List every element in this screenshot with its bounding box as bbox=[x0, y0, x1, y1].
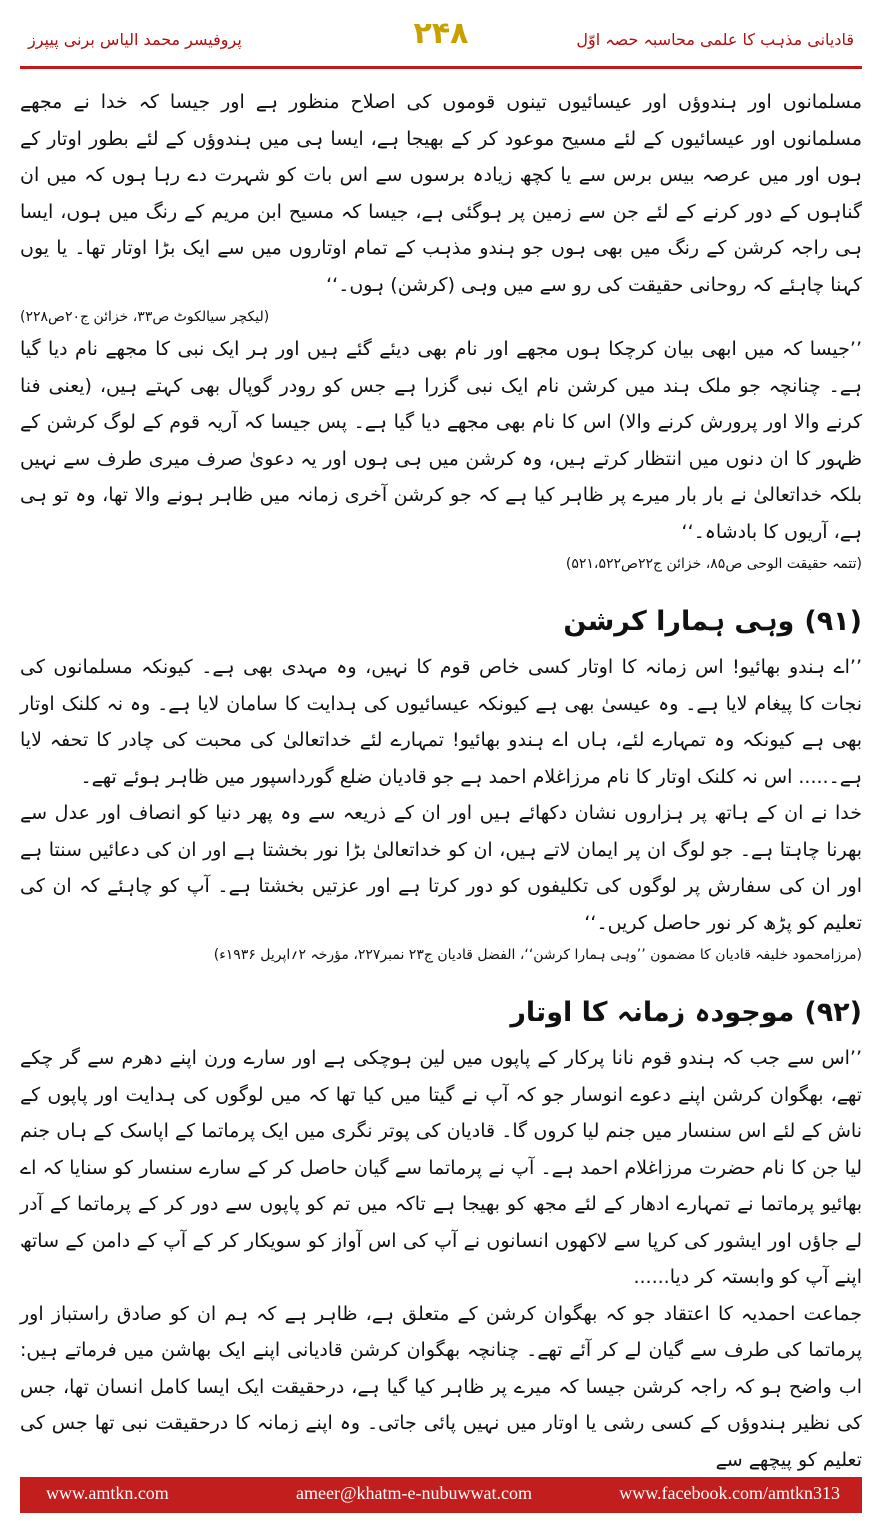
footer-email[interactable]: ameer@khatm-e-nubuwwat.com bbox=[296, 1483, 532, 1503]
footer-facebook[interactable]: www.facebook.com/amtkn313 bbox=[619, 1483, 840, 1503]
page-footer bbox=[20, 1477, 862, 1513]
paragraph: مسلمانوں اور ہندوؤں اور عیسائیوں تینوں قوموں کی اصلاح منظور ہے اور جیسا کہ خدا نے مجھے مسلمانوں اور عیسائیوں کے لئے مسیح موعود کر کے بھیجا ہے، ایسا ہی میں ہندوؤں کے لئے بطور اوتار کے ہوں اور میں عرصہ بیس برس سے یا کچھ زیادہ برسوں سے اس بات کو شہرت دے رہا ہوں کہ میں ان گناہوں کے دور کرنے کے لئے جن سے زمین پر ہوگئی ہے، جیسا کہ مسیح ابن مریم کے رنگ میں ہوں، ایسا ہی راجہ کرشن کے رنگ میں بھی ہوں جو ہندو مذہب کے تمام اوتاروں میں سے ایک بڑا اوتار تھا۔ یا یوں کہنا چاہئے کہ روحانی حقیقت کی رو سے میں وہی (کرشن) ہوں۔‘‘ bbox=[20, 91, 862, 296]
paragraph: ’’اے ہندو بھائیو! اس زمانہ کا اوتار کسی خاص قوم کا نہیں، وہ مہدی بھی ہے۔ کیونکہ مسلمانوں کی نجات کا پیغام لایا ہے۔ وہ عیسیٰ بھی ہے کیونکہ عیسائیوں کی ہدایت کا سامان لایا ہے۔ وہ نہ کلنک اوتار بھی ہے کیونکہ وہ تمہارے لئے، ہاں اے ہندو بھائیو! تمہارے لئے خداتعالیٰ کی محبت کی چادر کا تحفہ لایا ہے۔..... اس نہ کلنک اوتار کا نام مرزاغلام احمد ہے جو قادیان ضلع گورداسپور میں ظاہر ہوئے تھے۔ bbox=[20, 656, 862, 788]
section-title: وہی ہمارا کرشن bbox=[563, 606, 795, 637]
paragraph: ’’اس سے جب کہ ہندو قوم نانا پرکار کے پاپوں میں لین ہوچکی ہے اور سارے ورن اپنے دھرم سے گر چکے تھے، بھگوان کرشن اپنے دعوے انوسار جو کہ آپ نے گیتا میں کیا تھا کہ میں لوگوں کی ہدایت اور پاپوں کے ناش کے لئے اس سنسار میں جنم لیا کروں گا۔ قادیان کی پوتر نگری میں ایک پرماتما کے اپاسک کے ہاں جنم لیا جن کا نام حضرت مرزاغلام احمد ہے۔ آپ نے پرماتما سے گیان حاصل کر کے سارے سنسار کو سنایا کہ اے بھائیو پرماتما نے تمہارے ادھار کے لئے مجھ کو بھیجا ہے تاکہ میں تم کو پاپوں سے دور کر کے پرماتما کے آدر لے جاؤں اور ایشور کی کرپا سے لاکھوں انسانوں نے آپ کی اس آواز کو سویکار کر کے آپ کے دامن کے ساتھ اپنے آپ کو وابستہ کر دیا...... bbox=[20, 1047, 862, 1288]
paragraph: جماعت احمدیہ کا اعتقاد جو کہ بھگوان کرشن کے متعلق ہے، ظاہر ہے کہ ہم ان کو صادق راستباز اور پرماتما کی طرف سے گیان لے کر آئے تھے۔ چنانچہ بھگوان کرشن قادیانی اپنے ایک بھاشن میں فرماتے ہیں: اب واضح ہو کہ راجہ کرشن جیسا کہ میرے پر ظاہر کیا گیا ہے، درحقیقت ایک ایسا کامل انسان تھا، جس کی نظیر ہندوؤں کے کسی رشی یا اوتار میں نہیں پائی جاتی۔ وہ اپنے زمانہ کا درحقیقت نبی تھا جس کی تعلیم کو پیچھے سے bbox=[20, 1302, 862, 1471]
header-book-title: قادیانی مذہب کا علمی محاسبہ حصہ اوّل bbox=[576, 30, 854, 49]
section-heading bbox=[20, 606, 862, 637]
section-number: (۹۱) bbox=[804, 606, 862, 637]
header-divider bbox=[20, 66, 862, 69]
header-author: پروفیسر محمد الیاس برنی پیپرز bbox=[28, 30, 242, 49]
section-number: (۹۲) bbox=[804, 997, 862, 1028]
section-heading bbox=[20, 997, 862, 1028]
paragraph: خدا نے ان کے ہاتھ پر ہزاروں نشان دکھائے ہیں اور ان کے ذریعہ سے وہ پھر دنیا کو انصاف اور عدل سے بھرنا چاہتا ہے۔ جو لوگ ان پر ایمان لاتے ہیں، ان کو خداتعالیٰ بڑا نور بخشتا ہے اور ان کی دعائیں سنتا ہے اور ان کی سفارش پر لوگوں کی تکلیفوں کو دور کرتا ہے اور عزتیں بخشتا ہے۔ آپ کو چاہئے کہ ان کی تعلیم کو پڑھ کر نور حاصل کریں۔‘‘ bbox=[20, 802, 862, 934]
page-number: ۲۴۸ bbox=[413, 16, 469, 51]
citation: (تتمہ حقیقت الوحی ص۸۵، خزائن ج۲۲ص۵۲۱،۵۲۲) bbox=[565, 556, 862, 572]
page-body bbox=[20, 84, 862, 1471]
footer-website[interactable]: www.amtkn.com bbox=[46, 1483, 169, 1503]
section-title: موجودہ زمانہ کا اوتار bbox=[510, 997, 795, 1028]
page-header bbox=[20, 14, 862, 68]
paragraph: ’’جیسا کہ میں ابھی بیان کرچکا ہوں مجھے اور نام بھی دیئے گئے ہیں اور ہر ایک نبی کا مجھے نام دیا گیا ہے۔ چنانچہ جو ملک ہند میں کرشن نام ایک نبی گزرا ہے جس کو رودر گوپال بھی کہتے ہیں، (یعنی فنا کرنے والا اور پرورش کرنے والا) اس کا نام بھی مجھے دیا گیا ہے۔ پس جیسا کہ آریہ قوم کے لوگ کرشن کے ظہور کا ان دنوں میں انتظار کرتے ہیں، وہ کرشن میں ہی ہوں اور یہ دعویٰ صرف میری طرف سے نہیں بلکہ خداتعالیٰ نے بار بار میرے پر ظاہر کیا ہے کہ جو کرشن آخری زمانہ میں ظاہر ہونے والا تھا، وہ تو ہی ہے، آریوں کا بادشاہ۔‘‘ bbox=[20, 338, 862, 543]
citation: (لیکچر سیالکوٹ ص۳۳، خزائن ج۲۰ص۲۲۸) bbox=[20, 309, 270, 325]
citation: (مرزامحمود خلیفہ قادیان کا مضمون ’’وہی ہمارا کرشن‘‘، الفضل قادیان ج۲۳ نمبر۲۲۷، مؤرخہ ۲؍اپریل ۱۹۳۶ء) bbox=[213, 947, 862, 963]
